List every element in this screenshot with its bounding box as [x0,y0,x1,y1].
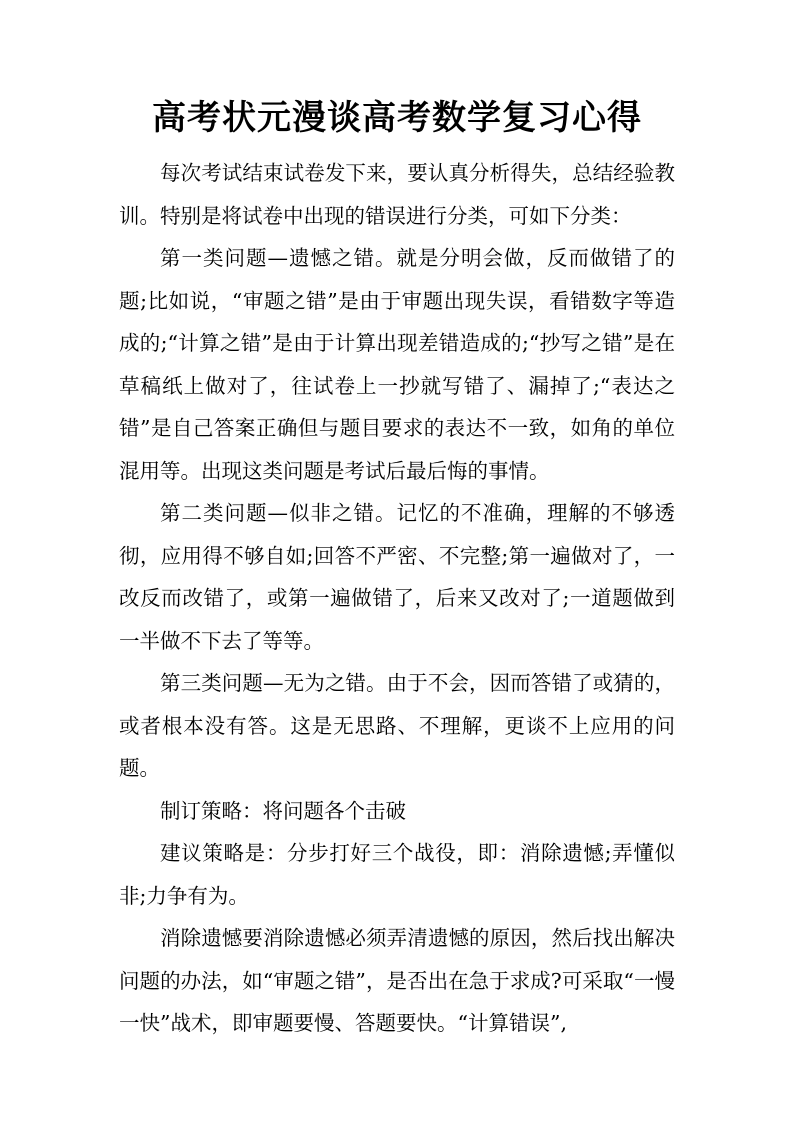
paragraph-strategy-heading: 制订策略：将问题各个击破 [160,798,406,823]
paragraph-category-two: 第二类问题—似非之错。记忆的不准确，理解的不够透彻，应用得不够自如;回答不严密、不完整;第一遍做对了，一改反而改错了，或第一遍做错了，后来又改对了;一道题做到一半做不下去了等等。 [119,501,675,653]
document-title: 高考状元漫谈高考数学复习心得 [152,98,642,138]
paragraph-intro: 每次考试结束试卷发下来，要认真分析得失，总结经验教训。特别是将试卷中出现的错误进行分类，可如下分类： [119,161,675,228]
paragraph-category-three: 第三类问题—无为之错。由于不会，因而答错了或猜的，或者根本没有答。这是无思路、不理解，更谈不上应用的问题。 [119,671,675,780]
paragraph-category-one: 第一类问题—遗憾之错。就是分明会做，反而做错了的题;比如说，“审题之错”是由于审题出现失误，看错数字等造成的;“计算之错”是由于计算出现差错造成的;“抄写之错”是在草稿纸上做对了，往试卷上一抄就写错了、漏掉了;“表达之错”是自己答案正确但与题目要求的表达不一致，如角的单位混用等。出现这类问题是考试后最后悔的事情。 [119,246,675,483]
paragraph-eliminate-regret: 消除遗憾要消除遗憾必须弄清遗憾的原因，然后找出解决问题的办法，如“审题之错”，是否出在急于求成?可采取“一慢一快”战术，即审题要慢、答题要快。“计算错误”, [119,926,675,1035]
document-body [119,152,675,1045]
paragraph-strategy: 建议策略是：分步打好三个战役，即：消除遗憾;弄懂似非;力争有为。 [119,841,675,908]
